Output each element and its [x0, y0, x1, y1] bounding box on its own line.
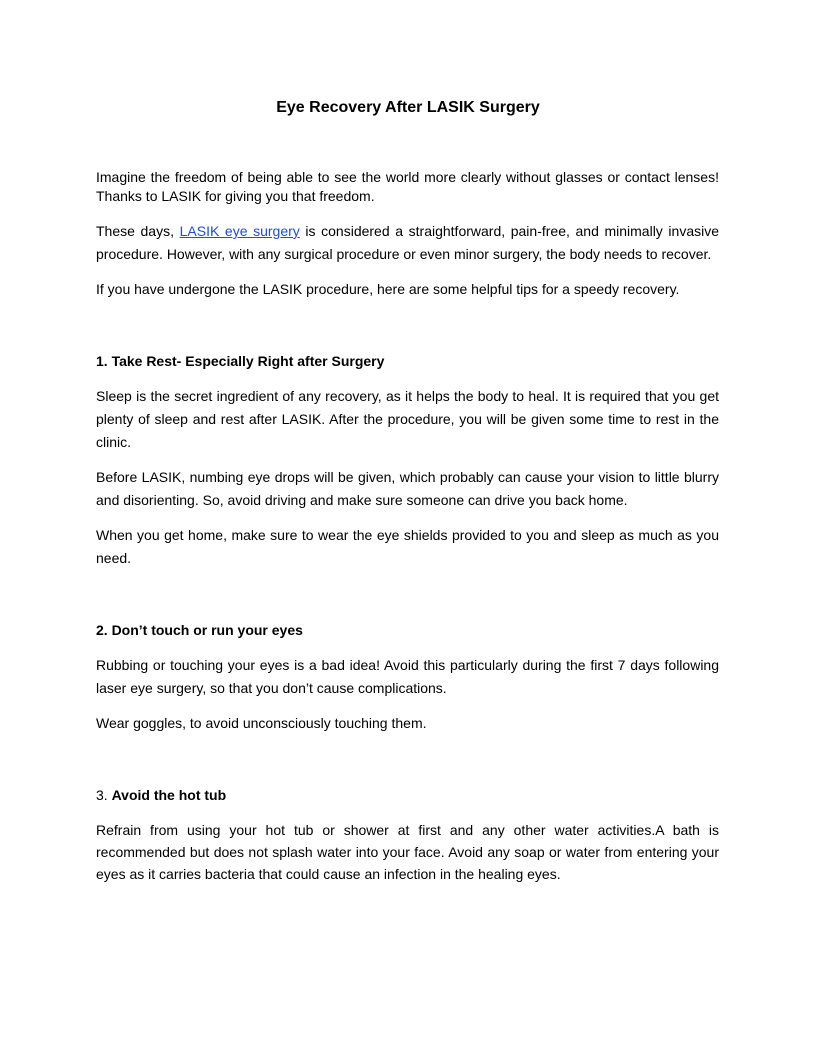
section-3-paragraph-1: Refrain from using your hot tub or shower at first and any other water activities.A bath is recommended but does not splash water into your face. Avoid any soap or water from entering your eyes as it carries bacteria that could cause an infection in the healing eyes. [96, 822, 719, 882]
section-2-paragraph-2: Wear goggles, to avoid unconsciously touching them. [96, 715, 427, 731]
lasik-eye-surgery-link[interactable]: LASIK eye surgery [179, 223, 300, 239]
intro-paragraph-1: Imagine the freedom of being able to see the world more clearly without glasses or contact lenses! Thanks to LASIK for giving you that freedom. [96, 169, 719, 204]
section-3-heading [96, 784, 719, 807]
section-3-heading-text: Avoid the hot tub [111, 787, 227, 803]
intro-paragraph-3: If you have undergone the LASIK procedure, here are some helpful tips for a speedy recovery. [96, 281, 680, 297]
section-2-heading: 2. Don’t touch or run your eyes [96, 622, 303, 638]
document-body [96, 168, 719, 885]
intro-paragraph-2 [96, 220, 719, 266]
section-1-paragraph-2: Before LASIK, numbing eye drops will be given, which probably can cause your vision to little blurry and disorienting. So, avoid driving and make sure someone can drive you back home. [96, 469, 719, 508]
intro-paragraph-2-text-after: is considered a straightforward, pain-free, and minimally invasive procedure. However, with any surgical procedure or even minor surgery, the body needs to recover. [96, 223, 720, 262]
intro-paragraph-2-text-before: These days, [96, 223, 180, 239]
section-1-paragraph-1: Sleep is the secret ingredient of any recovery, as it helps the body to heal. It is required that you get plenty of sleep and rest after LASIK. After the procedure, you will be given some time to rest in the clinic. [96, 388, 719, 450]
section-2-paragraph-1: Rubbing or touching your eyes is a bad idea! Avoid this particularly during the first 7 days following laser eye surgery, so that you don’t cause complications. [96, 657, 719, 696]
page-title: Eye Recovery After LASIK Surgery [276, 99, 540, 116]
section-1-heading: 1. Take Rest- Especially Right after Surgery [96, 353, 385, 369]
section-3-heading-number: 3. [96, 787, 112, 803]
section-1-paragraph-3: When you get home, make sure to wear the eye shields provided to you and sleep as much as you need. [96, 527, 719, 566]
